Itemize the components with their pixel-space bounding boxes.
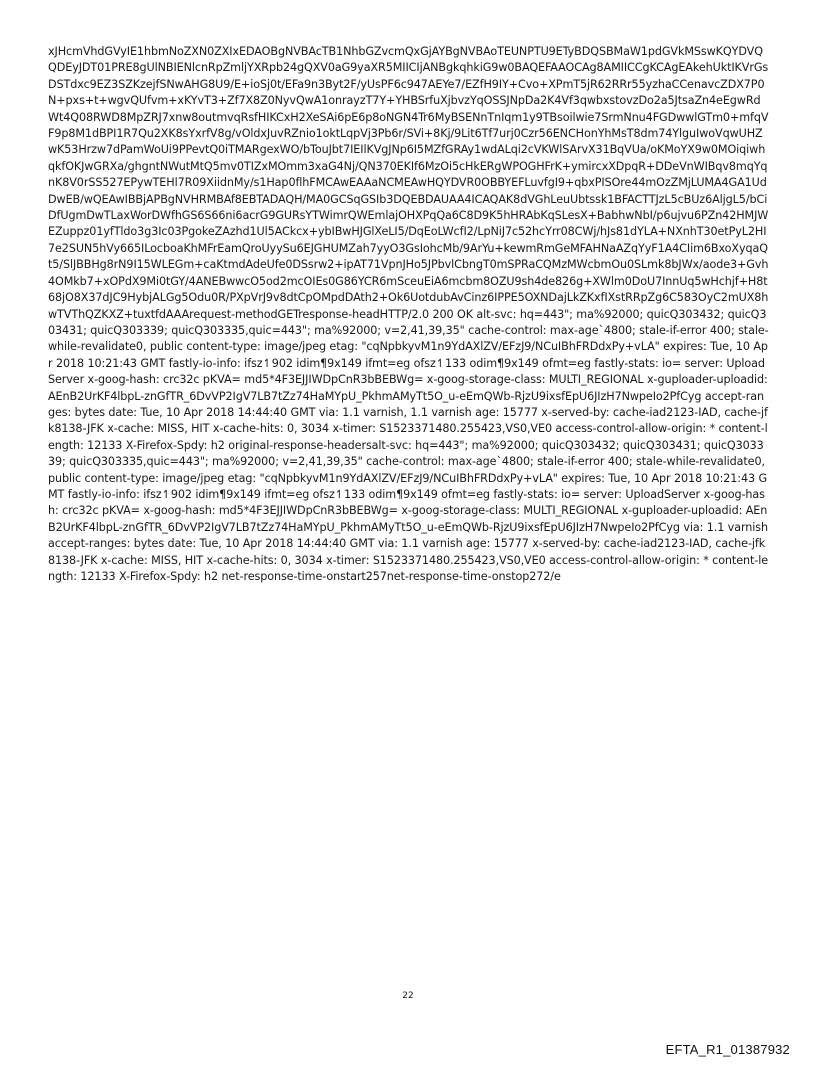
document-id: EFTA_R1_01387932 bbox=[665, 1042, 790, 1057]
page-number: 22 bbox=[402, 991, 414, 1001]
body-text: xJHcmVhdGVyIE1hbmNoZXN0ZXIxEDAOBgNVBAcTB1NhbGZvcmQxGjAYBgNVBAoTEUNPTU9ETyBDQSBMaW1pdGVkMSswKQYDVQQDEyJDT01PRE8gUlNBIENlcnRpZmljYXRpb24gQXV0aG9yaXR5MIICIjANBgkqhkiG9w0BAQEFAAOCAg8AMIICCgKCAgEAkehUktIKVrGsDSTdxc9EZ3SZKzejfSNwAHG8U9/E+ioSj0t/EFa9n3Byt2F/yUsPF6c947AEYe7/EZfH9IY+Cvo+XPmT5jR62RRr55yzhaCCenavcZDX7P0N+pxs+t+wgvQUfvm+xKYvT3+Zf7X8Z0NyvQwA1onrayzT7Y+YHBSrfuXjbvzYqOSSJNpDa2K4Vf3qwbxstovzDo2a5JtsaZn4eEgwRdWt4Q08RWD8MpZRJ7xnw8outmvqRsfHIKCxH2XeSAi6pE6p8oNGN4Tr6MyBSENnTnIqm1y9TBsoilwie7SrmNnu4FGDwwlGTm0+mfqVF9p8M1dBPI1R7Qu2XK8sYxrfV8g/vOldxJuvRZnio1oktLqpVj3Pb6r/SVi+8Kj/9Lit6Tf7urj0Czr56ENCHonYhMsT8dm74YlguIwoVqwUHZwK53Hrzw7dPamWoUi9PPevtQ0iTMARgexWO/bTouJbt7IEIlKVgJNp6I5MZfGRAy1wdALqi2cVKWlSArvX31BqVUa/oKMoYX9w0MOiqiwhqkfOKJwGRXa/ghgntNWutMtQ5mv0TIZxMOmm3xaG4Nj/QN370EKIf6MzOi5cHkERgWPOGHFrK+ymircxXDpqR+DDeVnWIBqv8mqYqnK8V0rSS527EPywTEHl7R09XiidnMy/s1Hap0flhFMCAwEAAaNCMEAwHQYDVR0OBBYEFLuvfgI9+qbxPISOre44mOzZMjLUMA4GA1UdDwEB/wQEAwIBBjAPBgNVHRMBAf8EBTADAQH/MA0GCSqGSIb3DQEBDAUAA4ICAQAK8dVGhLeuUbtssk1BFACTTJzL5cBUz6AljgL5/bCiDfUgmDwTLaxWorDWfhGS6S66ni6acrG9GURsYTWimrQWEmlajOHXPqQa6C8D9K5hHRAbKqSLesX+BabhwNbI/p6ujvu6PZn42HMJWEZuppz01yfTldo3g3Ic03PgokeZAzhd1Ul5ACkcx+ybIBwHJGlXeLI5/DqEoLWcfI2/LpNiJ7c52hcYrr08CWj/hJs81dYLA+NXnhT30etPyL2HI7e2SUN5hVy665ILocboaKhMFrEamQroUyySu6EJGHUMZah7yyO3GsIohcMb/9ArYu+kewmRmGeMFAHNaAZqYyF1A4CIim6BxoXyqaQt5/SlJBBHg8rN9I15WLEGm+caKtmdAdeUfe0DSsrw2+ipAT71VpnJHo5JPbvlCbngT0mSPRaCQMzMWcbmOu0SLmk8bJWx/aode3+Gvh4OMkb7+xOPdX9Mi0tGY/4ANEBwwcO5od2mcOIEs0G86YCR6mSceuEiA6mcbm8OZU9sh4de826g+XWlm0DoU7InnUq5wHchjf+H8t68jO8X37dJC9HybjALGg5Odu0R/PXpVrJ9v8dtCpOMpdDAth2+Ok6UotdubAvCinz6IPPE5OXNDajLkZKxfIXstRRpZg6C583OyC2mUX8hwTVThQZKXZ+tuxtfdAAArequest-methodGETresponse-headHTTP/2.0 200 OK alt-svc: hq=443"; ma%92000; quicQ303432; quicQ303431; quicQ303339; quicQ303335,quic=443"; ma%92000; v=2,41,39,35" cache-control: max-age`4800; stale-if-error 400; stale-while-revalidate0, public content-type: image/jpeg etag: "cqNpbkyvM1n9YdAXlZV/EFzJ9/NCuIBhFRDdxPy+vLA" expires: Tue, 10 Apr 2018 10:21:43 GMT fastly-io-info: ifsz↿902 idim¶9x149 ifmt=eg ofsz↿133 odim¶9x149 ofmt=eg fastly-stats: io= server: UploadServer x-goog-hash: crc32c pKVA= md5*4F3EJJIWDpCnR3bBEBWg= x-goog-storage-class: MULTI_REGIONAL x-guploader-uploadid: AEnB2UrKF4lbpL-znGfTR_6DvVP2IgV7LB7tZz74HaMYpU_PkhmAMyTt5O_u-eEmQWb-RjzU9ixsfEpU6JIzH7NwpeIo2PfCyg accept-ranges: bytes date: Tue, 10 Apr 2018 14:44:40 GMT via: 1.1 varnish, 1.1 varnish age: 15777 x-served-by: cache-iad2123-IAD, cache-jfk8138-JFK x-cache: MISS, HIT x-cache-hits: 0, 3034 x-timer: S1523371480.255423,VS0,VE0 access-control-allow-origin: * content-length: 12133 X-Firefox-Spdy: h2 original-response-headersalt-svc: hq=443"; ma%92000; quicQ303432; quicQ303431; quicQ303339; quicQ303335,quic=443"; ma%92000; v=2,41,39,35" cache-control: max-age`4800; stale-if-error 400; stale-while-revalidate0, public content-type: image/jpeg etag: "cqNpbkyvM1n9YdAXlZV/EFzJ9/NCuIBhFRDdxPy+vLA" expires: Tue, 10 Apr 2018 10:21:43 GMT fastly-io-info: ifsz↿902 idim¶9x149 ifmt=eg ofsz↿133 odim¶9x149 ofmt=eg fastly-stats: io= server: UploadServer x-goog-hash: crc32c pKVA= x-goog-hash: md5*4F3EJJIWDpCnR3bBEBWg= x-goog-storage-class: MULTI_REGIONAL x-guploader-uploadid: AEnB2UrKF4lbpL-znGfTR_6DvVP2IgV7LB7tZz74HaMYpU_PkhmAMyTt5O_u-eEmQWb-RjzU9ixsfEpU6JIzH7NwpeIo2PfCyg via: 1.1 varnish accept-ranges: bytes date: Tue, 10 Apr 2018 14:44:40 GMT via: 1.1 varnish age: 15777 x-served-by: cache-iad2123-IAD, cache-jfk8138-JFK x-cache: MISS, HIT x-cache-hits: 0, 3034 x-timer: S1523371480.255423,VS0,VE0 access-control-allow-origin: * content-length: 12133 X-Firefox-Spdy: h2 net-response-time-onstart257net-response-time-onstop272/e bbox=[48, 45, 769, 583]
